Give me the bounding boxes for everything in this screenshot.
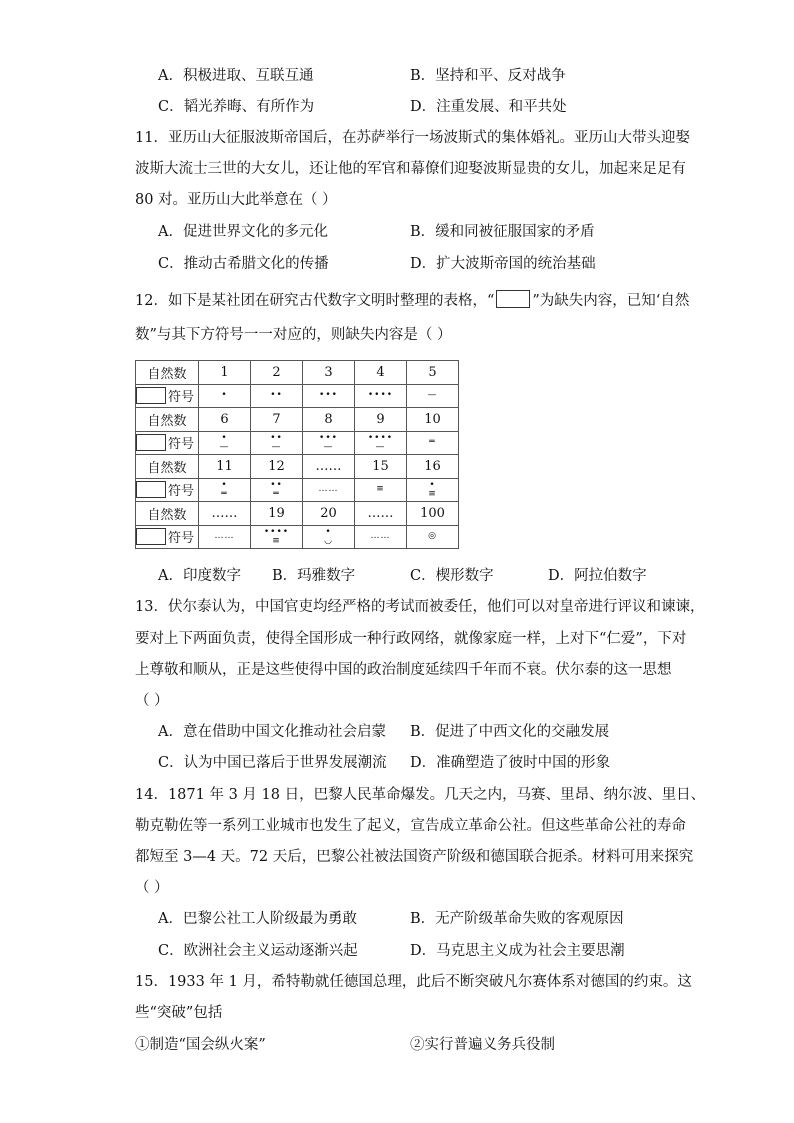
q12-stem-line1 xyxy=(135,290,689,311)
symbol-cell: • xyxy=(199,384,251,408)
number-cell: 3 xyxy=(303,361,355,385)
number-cell: …… xyxy=(199,502,251,526)
table-row-symbols xyxy=(136,384,459,408)
number-cell: 15 xyxy=(355,455,407,479)
number-cell: 1 xyxy=(199,361,251,385)
number-cell: 12 xyxy=(251,455,303,479)
q14-option-a: A．巴黎公社工人阶级最为勇敢 xyxy=(158,911,357,927)
q12-option-b: B．玛雅数字 xyxy=(272,568,356,584)
symbol-cell: •• xyxy=(251,384,303,408)
table-row-symbols xyxy=(136,525,459,549)
symbol-cell: •• ═ xyxy=(251,478,303,502)
symbol-cell: •••• ≡ xyxy=(251,525,303,549)
q11-option-b: B．缓和同被征服国家的矛盾 xyxy=(410,224,595,240)
q13-option-a: A．意在借助中国文化推动社会启蒙 xyxy=(158,724,386,740)
q15-item-2: ②实行普遍义务兵役制 xyxy=(410,1037,555,1053)
row-label-symbol: 符号 xyxy=(136,384,199,408)
q12-stem-line1-a: 12．如下是某社团在研究古代数字文明时整理的表格，“ xyxy=(135,293,495,309)
symbol-cell: …… xyxy=(303,478,355,502)
q13-option-c: C．认为中国已落后于世界发展潮流 xyxy=(158,755,387,771)
number-cell: 8 xyxy=(303,408,355,432)
symbol-cell: •••• xyxy=(355,384,407,408)
q13-option-b: B．促进了中西文化的交融发展 xyxy=(410,724,610,740)
row-label-symbol: 符号 xyxy=(136,525,199,549)
number-cell: 5 xyxy=(407,361,459,385)
symbol-cell: •••• — xyxy=(355,431,407,455)
number-cell: 4 xyxy=(355,361,407,385)
symbol-cell: • — xyxy=(199,431,251,455)
q12-option-d: D．阿拉伯数字 xyxy=(548,568,647,584)
symbol-cell: ═ xyxy=(407,431,459,455)
q13-option-d: D．准确塑造了彼时中国的形象 xyxy=(410,755,611,771)
q14-option-c: C．欧洲社会主义运动逐渐兴起 xyxy=(158,943,358,959)
number-table xyxy=(135,360,459,549)
q14-stem-line4: （ ） xyxy=(135,880,169,896)
blank-box-icon xyxy=(496,290,530,308)
q12-stem-line1-b: ”为缺失内容，已知‘自然 xyxy=(532,293,690,309)
q15-item-1: ①制造“国会纵火案” xyxy=(135,1037,266,1053)
q10-option-b: B．坚持和平、反对战争 xyxy=(410,68,566,84)
q14-stem-line1: 14．1871 年 3 月 18 日，巴黎人民革命爆发。几天之内，马赛、里昂、纳尔波、里日、 xyxy=(135,787,706,803)
symbol-cell: …… xyxy=(355,525,407,549)
number-cell: 6 xyxy=(199,408,251,432)
number-cell: 10 xyxy=(407,408,459,432)
number-cell: 19 xyxy=(251,502,303,526)
symbol-cell: ••• — xyxy=(303,431,355,455)
number-cell: …… xyxy=(303,455,355,479)
symbol-cell: ≡ xyxy=(355,478,407,502)
number-cell: 16 xyxy=(407,455,459,479)
q10-option-c: C．韬光养晦、有所作为 xyxy=(158,99,315,115)
q11-option-d: D．扩大波斯帝国的统治基础 xyxy=(410,256,596,272)
number-cell: 9 xyxy=(355,408,407,432)
row-label-symbol: 符号 xyxy=(136,431,199,455)
q12-option-c: C．楔形数字 xyxy=(410,568,494,584)
row-label-natural-number: 自然数 xyxy=(136,408,199,432)
symbol-cell: • ═ xyxy=(199,478,251,502)
table-row-symbols xyxy=(136,478,459,502)
blank-box-icon xyxy=(136,387,166,404)
symbol-cell: ••• xyxy=(303,384,355,408)
q15-stem-line2: 些“突破”包括 xyxy=(135,1005,223,1021)
q13-stem-line3: 上尊敬和顺从，正是这些使得中国的政治制度延续四千年而不衰。伏尔泰的这一思想 xyxy=(135,662,672,678)
symbol-cell: …… xyxy=(199,525,251,549)
table-row-numbers xyxy=(136,408,459,432)
blank-box-icon xyxy=(136,434,166,451)
symbol-cell: ◎ xyxy=(407,525,459,549)
q14-option-d: D．马克思主义成为社会主要思潮 xyxy=(410,943,625,959)
number-cell: 11 xyxy=(199,455,251,479)
number-cell: 7 xyxy=(251,408,303,432)
row-label-natural-number: 自然数 xyxy=(136,502,199,526)
table-row-numbers xyxy=(136,502,459,526)
q12-option-a: A．印度数字 xyxy=(158,568,241,584)
q14-option-b: B．无产阶级革命失败的客观原因 xyxy=(410,911,624,927)
row-label-symbol: 符号 xyxy=(136,478,199,502)
q13-stem-line1: 13．伏尔泰认为，中国官吏均经严格的考试而被委任，他们可以对皇帝进行评议和谏谏， xyxy=(135,599,705,615)
symbol-cell: •• — xyxy=(251,431,303,455)
table-row-numbers xyxy=(136,361,459,385)
q11-option-a: A．促进世界文化的多元化 xyxy=(158,224,328,240)
q10-option-a: A．积极进取、互联互通 xyxy=(158,68,314,84)
blank-box-icon xyxy=(136,528,166,545)
number-cell: …… xyxy=(355,502,407,526)
q14-stem-line3: 都短至 3—4 天。72 天后，巴黎公社被法国资产阶级和德国联合扼杀。材料可用来探究 xyxy=(135,849,694,865)
symbol-cell: • ◡ xyxy=(303,525,355,549)
q11-option-c: C．推动古希腊文化的传播 xyxy=(158,256,329,272)
table-row-symbols xyxy=(136,431,459,455)
q11-stem-line1: 11．亚历山大征服波斯帝国后，在苏萨举行一场波斯式的集体婚礼。亚历山大带头迎娶 xyxy=(135,130,690,146)
q13-stem-line4: （ ） xyxy=(135,693,169,709)
q15-stem-line1: 15．1933 年 1 月，希特勒就任德国总理，此后不断突破凡尔赛体系对德国的约束。这 xyxy=(135,974,692,990)
q12-stem-line2: 数”与其下方符号一一对应的，则缺失内容是（ ） xyxy=(135,327,452,343)
table-row-numbers xyxy=(136,455,459,479)
symbol-cell: — xyxy=(407,384,459,408)
number-cell: 100 xyxy=(407,502,459,526)
number-cell: 20 xyxy=(303,502,355,526)
q14-stem-line2: 勒克勒佐等一系列工业城市也发生了起义，宣告成立革命公社。但这些革命公社的寿命 xyxy=(135,818,686,834)
row-label-natural-number: 自然数 xyxy=(136,455,199,479)
blank-box-icon xyxy=(136,481,166,498)
q13-stem-line2: 要对上下两面负责，使得全国形成一种行政网络，就像家庭一样，上对下“仁爱”，下对 xyxy=(135,631,687,647)
q11-stem-line3: 80 对。亚历山大此举意在（ ） xyxy=(135,192,337,208)
row-label-natural-number: 自然数 xyxy=(136,361,199,385)
q11-stem-line2: 波斯大流士三世的大女儿，还让他的军官和幕僚们迎娶波斯显贵的女儿，加起来足足有 xyxy=(135,161,686,177)
number-cell: 2 xyxy=(251,361,303,385)
q10-option-d: D．注重发展、和平共处 xyxy=(410,99,567,115)
symbol-cell: • ≡ xyxy=(407,478,459,502)
